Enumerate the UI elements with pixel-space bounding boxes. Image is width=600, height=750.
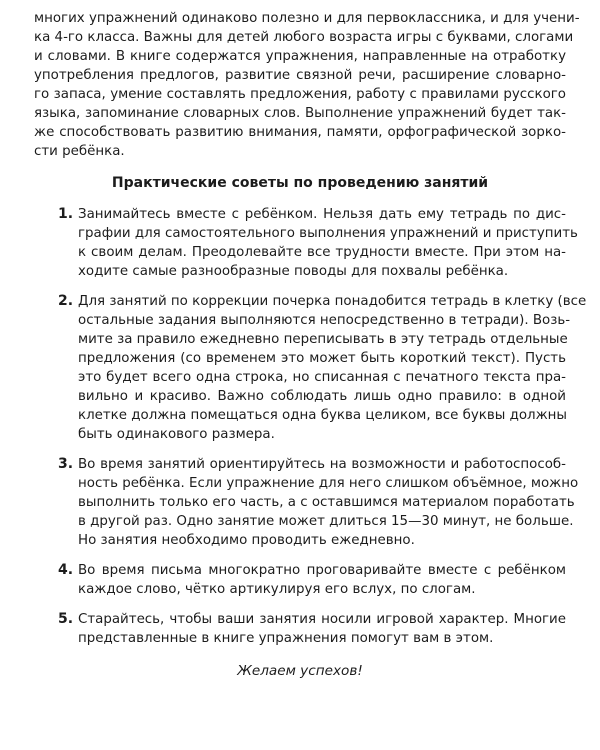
tip-item [34, 292, 587, 444]
intro-line: ка 4-го класса. Важны для детей любого возраста игры с буквами, слогами [34, 30, 574, 45]
tip-number: 1. [58, 206, 74, 222]
tip-line: ходите самые разнообразные поводы для похвалы ребёнка. [78, 264, 509, 279]
intro-line: же способствовать развитию внимания, памяти, орфографической зорко- [34, 125, 566, 140]
tips-list [34, 205, 587, 648]
tip-line: остальные задания выполняются непосредственно в тетради). Возь- [78, 313, 571, 328]
tip-line: выполнить только его часть, а с оставшимся материалом поработать [78, 495, 575, 510]
tip-line: Занимайтесь вместе с ребёнком. Нельзя дать ему тетрадь по дис- [78, 207, 566, 222]
tip-line: каждое слово, чётко артикулируя его вслух, по слогам. [78, 582, 476, 597]
tip-item [34, 610, 566, 648]
intro-line: многих упражнений одинаково полезно и для первоклассника, и для учени- [34, 11, 580, 26]
tip-item [34, 205, 578, 281]
intro-line: употребления предлогов, развитие связной речи, расширение словарно- [34, 68, 566, 83]
tip-line: мите за правило ежедневно переписывать в эту тетрадь отдельные [78, 332, 568, 347]
tip-item [34, 561, 566, 599]
tip-number: 2. [58, 293, 74, 309]
tip-line: клетке должна помещаться одна буква целиком, все буквы должны [78, 408, 567, 423]
intro-line: языка, запоминание словарных слов. Выполнение упражнений будет так- [34, 106, 566, 121]
tip-line: Во время письма многократно проговаривайте вместе с ребёнком [78, 563, 566, 578]
closing-wish: Желаем успехов! [237, 663, 363, 679]
tip-number: 4. [58, 562, 74, 578]
tip-line: Для занятий по коррекции почерка понадобится тетрадь в клетку (все [78, 294, 587, 309]
tip-line: вильно и красиво. Важно соблюдать лишь одно правило: в одной [78, 389, 566, 404]
tip-line: к своим делам. Преодолевайте все трудности вместе. При этом на- [78, 245, 566, 260]
tip-item [34, 455, 579, 550]
tip-line: графии для самостоятельного выполнения упражнений и приступить [78, 226, 578, 241]
tip-line: предложения (со временем это может быть короткий текст). Пусть [78, 351, 566, 366]
tip-line: Старайтесь, чтобы ваши занятия носили игровой характер. Многие [78, 612, 566, 627]
intro-line: и словами. В книге содержатся упражнения, направленные на отработку [34, 49, 566, 64]
tip-line: ность ребёнка. Если упражнение для него слишком объёмное, можно [78, 476, 579, 491]
tip-line: это будет всего одна строка, но списанная с печатного текста пра- [78, 370, 566, 385]
tip-line: в другой раз. Одно занятие может длиться 15—30 минут, не больше. [78, 514, 574, 529]
tip-line: Но занятия необходимо проводить ежедневно. [78, 533, 415, 548]
intro-line: сти ребёнка. [34, 144, 125, 159]
tip-line: быть одинакового размера. [78, 427, 275, 442]
intro-line: го запаса, умение составлять предложения, работу с правилами русского [34, 87, 566, 102]
tip-line: Во время занятий ориентируйтесь на возможности и работоспособ- [78, 457, 566, 472]
tip-line: представленные в книге упражнения помогут вам в этом. [78, 631, 494, 646]
section-heading: Практические советы по проведению занятий [111, 175, 489, 191]
intro-paragraph [34, 9, 580, 161]
tip-number: 3. [58, 456, 74, 472]
tip-number: 5. [58, 611, 74, 627]
